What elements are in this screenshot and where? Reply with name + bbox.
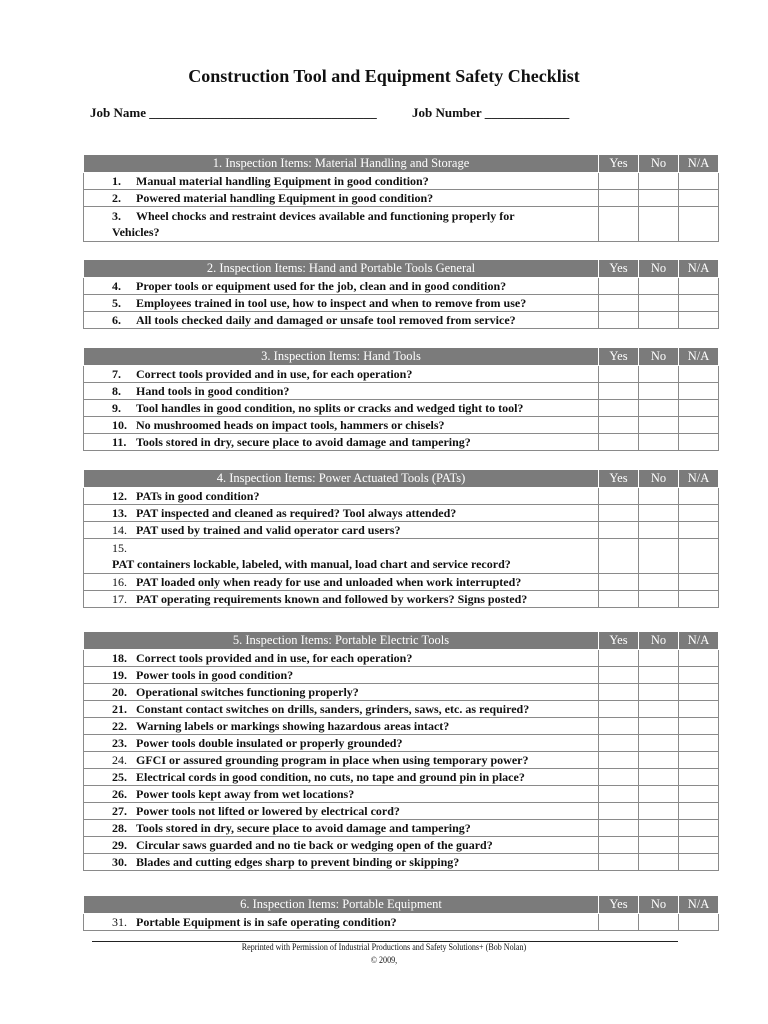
item-label: PAT containers lockable, labeled, with manual, load chart and service record? [112, 557, 511, 571]
yes-checkbox[interactable] [599, 295, 639, 312]
item-number: 6. [112, 313, 121, 327]
na-checkbox[interactable] [679, 820, 719, 837]
no-checkbox[interactable] [639, 914, 679, 931]
item-text [84, 295, 599, 312]
yes-checkbox[interactable] [599, 591, 639, 608]
item-label: Wheel chocks and restraint devices available and functioning properly for [136, 209, 515, 223]
item-text [84, 914, 599, 931]
no-checkbox[interactable] [639, 417, 679, 434]
item-text [84, 173, 599, 190]
no-checkbox[interactable] [639, 667, 679, 684]
item-label: PAT inspected and cleaned as required? Tool always attended? [136, 506, 457, 520]
checklist-row [84, 803, 719, 820]
item-text [84, 400, 599, 417]
item-number: 14. [112, 523, 127, 537]
checklist-row [84, 278, 719, 295]
item-label: Tools stored in dry, secure place to avoid damage and tampering? [136, 821, 471, 835]
section-3-table [83, 347, 719, 451]
no-checkbox[interactable] [639, 505, 679, 522]
item-number: 24. [112, 753, 127, 767]
item-text [84, 574, 599, 591]
item-text [84, 820, 599, 837]
item-text [84, 591, 599, 608]
section-title: 2. Inspection Items: Hand and Portable Tools General [84, 260, 599, 278]
checklist-row [84, 190, 719, 207]
yes-checkbox[interactable] [599, 701, 639, 718]
yes-checkbox[interactable] [599, 207, 639, 242]
checklist-row [84, 207, 719, 242]
yes-checkbox[interactable] [599, 854, 639, 871]
item-text [84, 769, 599, 786]
item-number: 30. [112, 855, 127, 869]
item-label: Employees trained in tool use, how to inspect and when to remove from use? [136, 296, 527, 310]
section-6-table [83, 895, 719, 931]
section-header [84, 348, 719, 366]
no-checkbox[interactable] [639, 718, 679, 735]
item-text [84, 488, 599, 505]
no-column-header: No [639, 470, 679, 488]
item-label: Manual material handling Equipment in good condition? [136, 174, 429, 188]
item-number: 28. [112, 821, 127, 835]
checklist-row [84, 400, 719, 417]
section-header [84, 155, 719, 173]
yes-column-header: Yes [599, 348, 639, 366]
yes-column-header: Yes [599, 896, 639, 914]
no-checkbox[interactable] [639, 295, 679, 312]
item-label: No mushroomed heads on impact tools, hammers or chisels? [136, 418, 445, 432]
yes-checkbox[interactable] [599, 752, 639, 769]
item-label: PATs in good condition? [136, 489, 260, 503]
na-column-header: N/A [679, 632, 719, 650]
item-number: 13. [112, 506, 127, 520]
item-text [84, 417, 599, 434]
na-checkbox[interactable] [679, 207, 719, 242]
item-number: 16. [112, 575, 127, 589]
section-header [84, 470, 719, 488]
checklist-row [84, 574, 719, 591]
item-number: 31. [112, 915, 127, 929]
yes-checkbox[interactable] [599, 505, 639, 522]
item-label: Electrical cords in good condition, no cuts, no tape and ground pin in place? [136, 770, 525, 784]
yes-checkbox[interactable] [599, 718, 639, 735]
na-checkbox[interactable] [679, 522, 719, 539]
na-checkbox[interactable] [679, 667, 719, 684]
na-checkbox[interactable] [679, 701, 719, 718]
no-checkbox[interactable] [639, 786, 679, 803]
no-checkbox[interactable] [639, 190, 679, 207]
job-name-label: Job Name [90, 105, 146, 120]
na-checkbox[interactable] [679, 854, 719, 871]
na-checkbox[interactable] [679, 383, 719, 400]
no-checkbox[interactable] [639, 854, 679, 871]
no-checkbox[interactable] [639, 488, 679, 505]
na-checkbox[interactable] [679, 803, 719, 820]
section-2-table [83, 259, 719, 329]
item-text [84, 522, 599, 539]
checklist-row [84, 173, 719, 190]
yes-checkbox[interactable] [599, 312, 639, 329]
checklist-row [84, 667, 719, 684]
item-number: 2. [112, 191, 121, 205]
na-checkbox[interactable] [679, 684, 719, 701]
no-checkbox[interactable] [639, 837, 679, 854]
job-number-label: Job Number [411, 105, 482, 120]
no-checkbox[interactable] [639, 522, 679, 539]
yes-checkbox[interactable] [599, 650, 639, 667]
yes-checkbox[interactable] [599, 837, 639, 854]
item-text [84, 366, 599, 383]
item-number: 23. [112, 736, 127, 750]
item-number: 9. [112, 401, 121, 415]
section-title: 3. Inspection Items: Hand Tools [84, 348, 599, 366]
item-text [84, 786, 599, 803]
item-label: GFCI or assured grounding program in place when using temporary power? [136, 753, 529, 767]
section-title: 1. Inspection Items: Material Handling and Storage [84, 155, 599, 173]
item-text [84, 434, 599, 451]
item-label: Tool handles in good condition, no splits or cracks and wedged tight to tool? [136, 401, 524, 415]
checklist-row [84, 735, 719, 752]
item-number: 22. [112, 719, 127, 733]
item-label: All tools checked daily and damaged or unsafe tool removed from service? [136, 313, 516, 327]
na-checkbox[interactable] [679, 400, 719, 417]
no-checkbox[interactable] [639, 591, 679, 608]
item-label: Power tools not lifted or lowered by electrical cord? [136, 804, 400, 818]
item-label: Tools stored in dry, secure place to avoid damage and tampering? [136, 435, 471, 449]
footer-divider [92, 941, 678, 942]
yes-checkbox[interactable] [599, 769, 639, 786]
job-name-field[interactable]: ___________________________________ [149, 105, 377, 120]
checklist-row [84, 786, 719, 803]
no-checkbox[interactable] [639, 434, 679, 451]
yes-checkbox[interactable] [599, 820, 639, 837]
na-checkbox[interactable] [679, 574, 719, 591]
section-title: 5. Inspection Items: Portable Electric Tools [84, 632, 599, 650]
item-label: Circular saws guarded and no tie back or wedging open of the guard? [136, 838, 493, 852]
yes-checkbox[interactable] [599, 278, 639, 295]
yes-checkbox[interactable] [599, 539, 639, 574]
yes-checkbox[interactable] [599, 173, 639, 190]
checklist-row [84, 417, 719, 434]
footer-reprint: Reprinted with Permission of Industrial Productions and Safety Solutions+ (Bob Nolan) [241, 943, 527, 953]
na-checkbox[interactable] [679, 173, 719, 190]
item-number: 1. [112, 174, 121, 188]
item-text [84, 278, 599, 295]
checklist-row [84, 718, 719, 735]
yes-column-header: Yes [599, 470, 639, 488]
checklist-row [84, 434, 719, 451]
item-number: 8. [112, 384, 121, 398]
job-info-line [90, 105, 569, 121]
na-checkbox[interactable] [679, 786, 719, 803]
section-1-table [83, 154, 719, 242]
checklist-row [84, 295, 719, 312]
no-column-header: No [639, 155, 679, 173]
yes-checkbox[interactable] [599, 574, 639, 591]
section-title: 6. Inspection Items: Portable Equipment [84, 896, 599, 914]
na-checkbox[interactable] [679, 488, 719, 505]
yes-checkbox[interactable] [599, 190, 639, 207]
no-checkbox[interactable] [639, 312, 679, 329]
item-number: 7. [112, 367, 121, 381]
no-checkbox[interactable] [639, 278, 679, 295]
na-checkbox[interactable] [679, 505, 719, 522]
na-column-header: N/A [679, 155, 719, 173]
section-title: 4. Inspection Items: Power Actuated Tools (PATs) [84, 470, 599, 488]
no-checkbox[interactable] [639, 650, 679, 667]
item-number: 10. [112, 418, 127, 432]
na-checkbox[interactable] [679, 278, 719, 295]
item-label: PAT used by trained and valid operator card users? [136, 523, 401, 537]
yes-checkbox[interactable] [599, 383, 639, 400]
checklist-row [84, 837, 719, 854]
na-checkbox[interactable] [679, 752, 719, 769]
no-checkbox[interactable] [639, 366, 679, 383]
item-number: 27. [112, 804, 127, 818]
na-column-header: N/A [679, 348, 719, 366]
item-text [84, 752, 599, 769]
section-header [84, 632, 719, 650]
yes-checkbox[interactable] [599, 914, 639, 931]
yes-checkbox[interactable] [599, 366, 639, 383]
yes-checkbox[interactable] [599, 417, 639, 434]
item-text [84, 735, 599, 752]
na-checkbox[interactable] [679, 591, 719, 608]
na-column-header: N/A [679, 470, 719, 488]
item-text [84, 312, 599, 329]
no-checkbox[interactable] [639, 400, 679, 417]
item-label: Correct tools provided and in use, for each operation? [136, 367, 413, 381]
item-text [84, 383, 599, 400]
na-checkbox[interactable] [679, 769, 719, 786]
document-title: Construction Tool and Equipment Safety Checklist [188, 66, 580, 86]
item-number: 19. [112, 668, 127, 682]
item-number: 20. [112, 685, 127, 699]
checklist-row [84, 752, 719, 769]
item-label-continued: Vehicles? [112, 225, 160, 239]
yes-checkbox[interactable] [599, 735, 639, 752]
section-header [84, 896, 719, 914]
item-text [84, 505, 599, 522]
na-checkbox[interactable] [679, 914, 719, 931]
no-checkbox[interactable] [639, 383, 679, 400]
item-text [84, 190, 599, 207]
item-number: 18. [112, 651, 127, 665]
no-checkbox[interactable] [639, 173, 679, 190]
item-number: 15. [112, 541, 127, 555]
no-column-header: No [639, 348, 679, 366]
na-column-header: N/A [679, 896, 719, 914]
no-checkbox[interactable] [639, 803, 679, 820]
item-number: 11. [112, 435, 127, 449]
item-label: Blades and cutting edges sharp to prevent binding or skipping? [136, 855, 460, 869]
footer-copyright: © 2009, [370, 956, 398, 966]
checklist-row [84, 914, 719, 931]
checklist-row [84, 591, 719, 608]
item-text [84, 803, 599, 820]
no-column-header: No [639, 896, 679, 914]
job-number-field[interactable]: _____________ [484, 105, 570, 120]
checklist-row [84, 522, 719, 539]
no-checkbox[interactable] [639, 701, 679, 718]
item-number: 5. [112, 296, 121, 310]
yes-column-header: Yes [599, 155, 639, 173]
checklist-row [84, 366, 719, 383]
no-checkbox[interactable] [639, 735, 679, 752]
item-label: PAT operating requirements known and followed by workers? Signs posted? [136, 592, 528, 606]
item-text [84, 539, 599, 574]
item-label: Power tools kept away from wet locations? [136, 787, 355, 801]
checklist-row [84, 650, 719, 667]
yes-checkbox[interactable] [599, 434, 639, 451]
item-label: Correct tools provided and in use, for each operation? [136, 651, 413, 665]
item-label: Portable Equipment is in safe operating condition? [136, 915, 397, 929]
na-checkbox[interactable] [679, 295, 719, 312]
section-4-table [83, 469, 719, 608]
na-checkbox[interactable] [679, 366, 719, 383]
yes-checkbox[interactable] [599, 684, 639, 701]
na-column-header: N/A [679, 260, 719, 278]
checklist-row [84, 684, 719, 701]
yes-checkbox[interactable] [599, 488, 639, 505]
checklist-row [84, 701, 719, 718]
yes-checkbox[interactable] [599, 786, 639, 803]
item-number: 21. [112, 702, 127, 716]
checklist-row [84, 539, 719, 574]
na-checkbox[interactable] [679, 735, 719, 752]
item-text [84, 207, 599, 242]
na-checkbox[interactable] [679, 718, 719, 735]
item-text [84, 667, 599, 684]
item-number: 4. [112, 279, 121, 293]
item-number: 12. [112, 489, 127, 503]
item-label: PAT loaded only when ready for use and unloaded when work interrupted? [136, 575, 522, 589]
no-checkbox[interactable] [639, 207, 679, 242]
na-checkbox[interactable] [679, 837, 719, 854]
checklist-row [84, 488, 719, 505]
item-label: Power tools double insulated or properly grounded? [136, 736, 403, 750]
item-label: Powered material handling Equipment in good condition? [136, 191, 434, 205]
na-checkbox[interactable] [679, 539, 719, 574]
item-label: Operational switches functioning properly? [136, 685, 359, 699]
item-text [84, 854, 599, 871]
section-header [84, 260, 719, 278]
na-checkbox[interactable] [679, 650, 719, 667]
item-label: Proper tools or equipment used for the job, clean and in good condition? [136, 279, 507, 293]
item-text [84, 684, 599, 701]
no-checkbox[interactable] [639, 752, 679, 769]
checklist-row [84, 769, 719, 786]
item-label: Constant contact switches on drills, sanders, grinders, saws, etc. as required? [136, 702, 530, 716]
no-checkbox[interactable] [639, 539, 679, 574]
item-number: 26. [112, 787, 127, 801]
yes-checkbox[interactable] [599, 400, 639, 417]
section-5-table [83, 631, 719, 871]
checklist-row [84, 820, 719, 837]
na-checkbox[interactable] [679, 312, 719, 329]
item-label: Power tools in good condition? [136, 668, 294, 682]
item-text [84, 837, 599, 854]
na-checkbox[interactable] [679, 417, 719, 434]
item-number: 17. [112, 592, 127, 606]
checklist-row [84, 383, 719, 400]
no-column-header: No [639, 260, 679, 278]
checklist-row [84, 505, 719, 522]
item-text [84, 701, 599, 718]
yes-column-header: Yes [599, 632, 639, 650]
no-checkbox[interactable] [639, 820, 679, 837]
item-label: Hand tools in good condition? [136, 384, 290, 398]
yes-checkbox[interactable] [599, 667, 639, 684]
yes-checkbox[interactable] [599, 803, 639, 820]
no-checkbox[interactable] [639, 574, 679, 591]
no-checkbox[interactable] [639, 769, 679, 786]
na-checkbox[interactable] [679, 434, 719, 451]
item-number: 29. [112, 838, 127, 852]
yes-checkbox[interactable] [599, 522, 639, 539]
no-checkbox[interactable] [639, 684, 679, 701]
na-checkbox[interactable] [679, 190, 719, 207]
item-text [84, 650, 599, 667]
item-number: 25. [112, 770, 127, 784]
item-label: Warning labels or markings showing hazardous areas intact? [136, 719, 450, 733]
checklist-row [84, 854, 719, 871]
item-number: 3. [112, 209, 121, 223]
item-text [84, 718, 599, 735]
yes-column-header: Yes [599, 260, 639, 278]
no-column-header: No [639, 632, 679, 650]
checklist-row [84, 312, 719, 329]
